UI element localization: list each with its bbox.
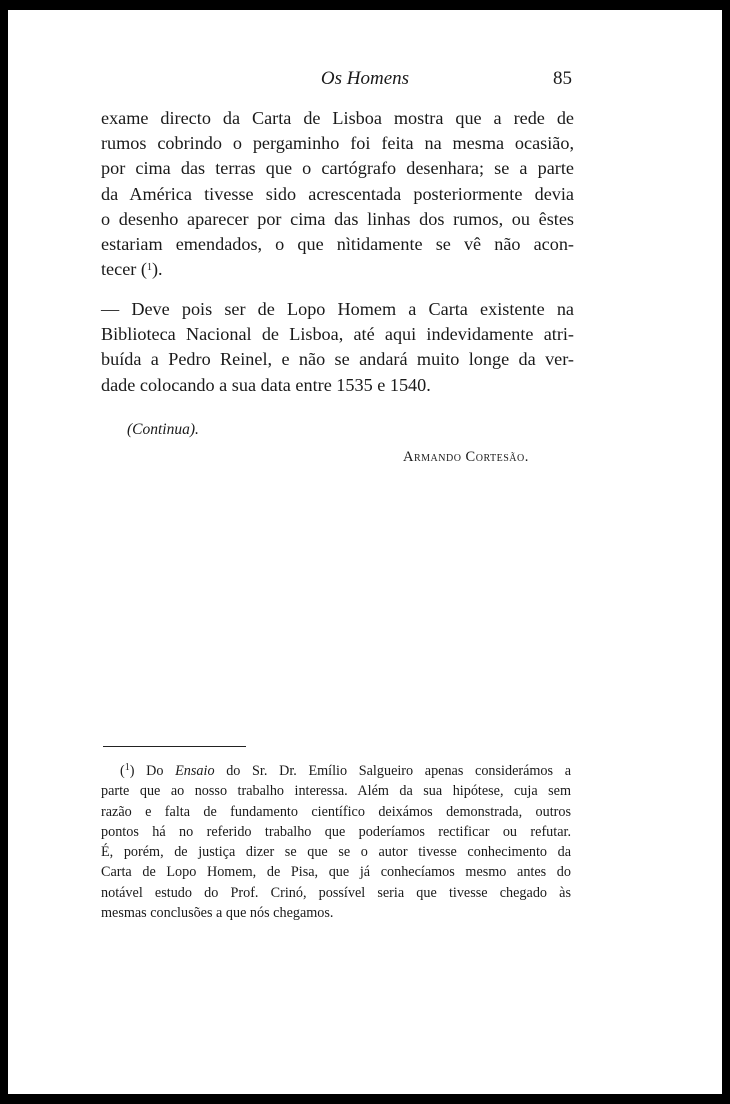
footnote-first-line: ($^1$) Do Ensaio do Sr. Dr. Emílio Salgueiro apenas considerámos a — [120, 762, 571, 779]
footnote-reference[interactable]: 1 — [146, 262, 152, 274]
paragraph-line-end: ). — [151, 259, 163, 280]
document-page — [8, 10, 722, 1094]
footnote-line: Carta de Lopo Homem, de Pisa, que já conhecíamos mesmo antes do — [101, 864, 571, 881]
page-number: 85 — [553, 68, 572, 89]
running-header-title: Os Homens — [320, 68, 410, 89]
paragraph-line: rumos cobrindo o pergaminho foi feita na mesma ocasião, — [101, 133, 574, 154]
footnote-line: parte que ao nosso trabalho interessa. Além da sua hipótese, cuja sem — [101, 783, 571, 800]
footnote-marker: 1 — [124, 762, 130, 773]
footnote — [101, 761, 571, 923]
footnote-line: mesmas conclusões a que nós chegamos. — [101, 905, 334, 922]
footnote-line: pontos há no referido trabalho que poderíamos rectificar ou refutar. — [101, 823, 571, 840]
paragraph-line: por cima das terras que o cartógrafo desenhara; se a parte — [101, 158, 574, 179]
paragraph-line: estariam emendados, o que nìtidamente se vê não acon- — [101, 233, 574, 254]
paragraph-line: o desenho aparecer por cima das linhas dos rumos, ou êstes — [101, 208, 574, 229]
paragraph-1 — [101, 106, 574, 282]
footnote-line: notável estudo do Prof. Crinó, possível seria que tivesse chegado às — [101, 884, 571, 901]
continua-note: (Continua). — [127, 421, 199, 438]
footnote-italic-title: Ensaio — [175, 763, 215, 779]
paragraph-line-text: tecer ( — [101, 259, 147, 280]
footnote-intro-b: do Sr. Dr. Emílio Salgueiro apenas considerámos a — [226, 763, 571, 779]
author-signature: Armando Cortesão. — [403, 449, 529, 465]
paragraph-2 — [101, 297, 574, 398]
paragraph-line: da América tivesse sido acrescentada posteriormente devia — [101, 183, 574, 204]
paragraph-line: exame directo da Carta de Lisboa mostra que a rede de — [101, 108, 574, 128]
footnote-line: É, porém, de justiça dizer se que se o autor tivesse conhecimento da — [101, 844, 571, 861]
paragraph-line: Biblioteca Nacional de Lisboa, até aqui indevidamente atri- — [101, 324, 574, 345]
footnote-divider — [103, 746, 246, 747]
paragraph-line: dade colocando a sua data entre 1535 e 1540. — [101, 374, 431, 395]
paragraph-line: buída a Pedro Reinel, e não se andará muito longe da ver- — [101, 349, 574, 370]
footnote-line: razão e falta de fundamento científico deixámos demonstrada, outros — [101, 803, 571, 820]
paragraph-line: — Deve pois ser de Lopo Homem a Carta existente na — [101, 299, 574, 319]
paragraph-last-line — [101, 257, 574, 282]
footnote-intro-a: ) Do — [129, 763, 164, 779]
